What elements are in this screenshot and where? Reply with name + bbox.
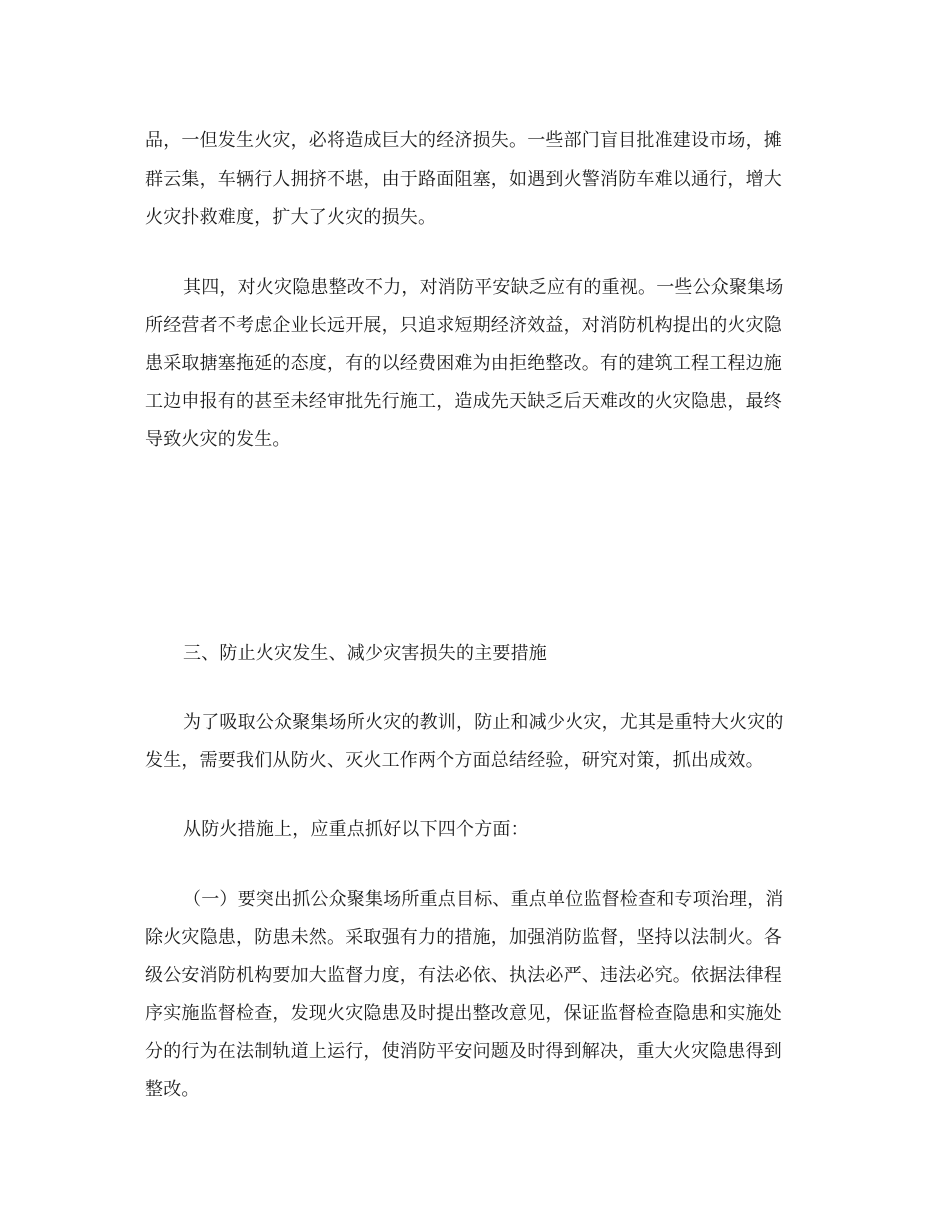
paragraph-1-line-1: 品，一但发生火灾，必将造成巨大的经济损失。一些部门盲目批准建设市场，摊 — [145, 130, 782, 151]
paragraph-5-line-3: 级公安消防机构要加大监督力度，有法必依、执法必严、违法必究。依据法律程 — [145, 965, 782, 986]
paragraph-1-line-2: 群云集，车辆行人拥挤不堪，由于路面阻塞，如遇到火警消防车难以通行，增大 — [145, 169, 782, 190]
section-heading: 三、防止火灾发生、减少灾害损失的主要措施 — [183, 643, 547, 664]
paragraph-5-line-4: 序实施监督检查，发现火灾隐患及时提出整改意见，保证监督检查隐患和实施处 — [145, 1003, 782, 1024]
paragraph-3-line-1: 为了吸取公众聚集场所火灾的教训，防止和减少火灾，尤其是重特大火灾的 — [183, 712, 784, 733]
paragraph-3-line-2: 发生，需要我们从防火、灭火工作两个方面总结经验，研究对策，抓出成效。 — [145, 750, 764, 771]
paragraph-2-line-2: 所经营者不考虑企业长远开展，只追求短期经济效益，对消防机构提出的火灾隐 — [145, 315, 782, 336]
paragraph-5-line-1: （一）要突出抓公众聚集场所重点目标、重点单位监督检查和专项治理，消 — [183, 889, 784, 910]
paragraph-2-line-5: 导致火灾的发生。 — [145, 429, 291, 450]
paragraph-5-line-5: 分的行为在法制轨道上运行，使消防平安问题及时得到解决，重大火灾隐患得到 — [145, 1041, 782, 1062]
paragraph-5-line-2: 除火灾隐患，防患未然。采取强有力的措施，加强消防监督，坚持以法制火。各 — [145, 927, 782, 948]
paragraph-2-line-3: 患采取搪塞拖延的态度，有的以经费困难为由拒绝整改。有的建筑工程工程边施 — [145, 353, 782, 374]
paragraph-1-line-3: 火灾扑救难度，扩大了火灾的损失。 — [145, 207, 437, 228]
paragraph-2-line-1: 其四，对火灾隐患整改不力，对消防平安缺乏应有的重视。一些公众聚集场 — [183, 277, 784, 298]
paragraph-5-line-6: 整改。 — [145, 1079, 200, 1100]
paragraph-2-line-4: 工边申报有的甚至未经审批先行施工，造成先天缺乏后天难改的火灾隐患，最终 — [145, 391, 782, 412]
paragraph-4-line-1: 从防火措施上，应重点抓好以下四个方面： — [183, 819, 529, 840]
